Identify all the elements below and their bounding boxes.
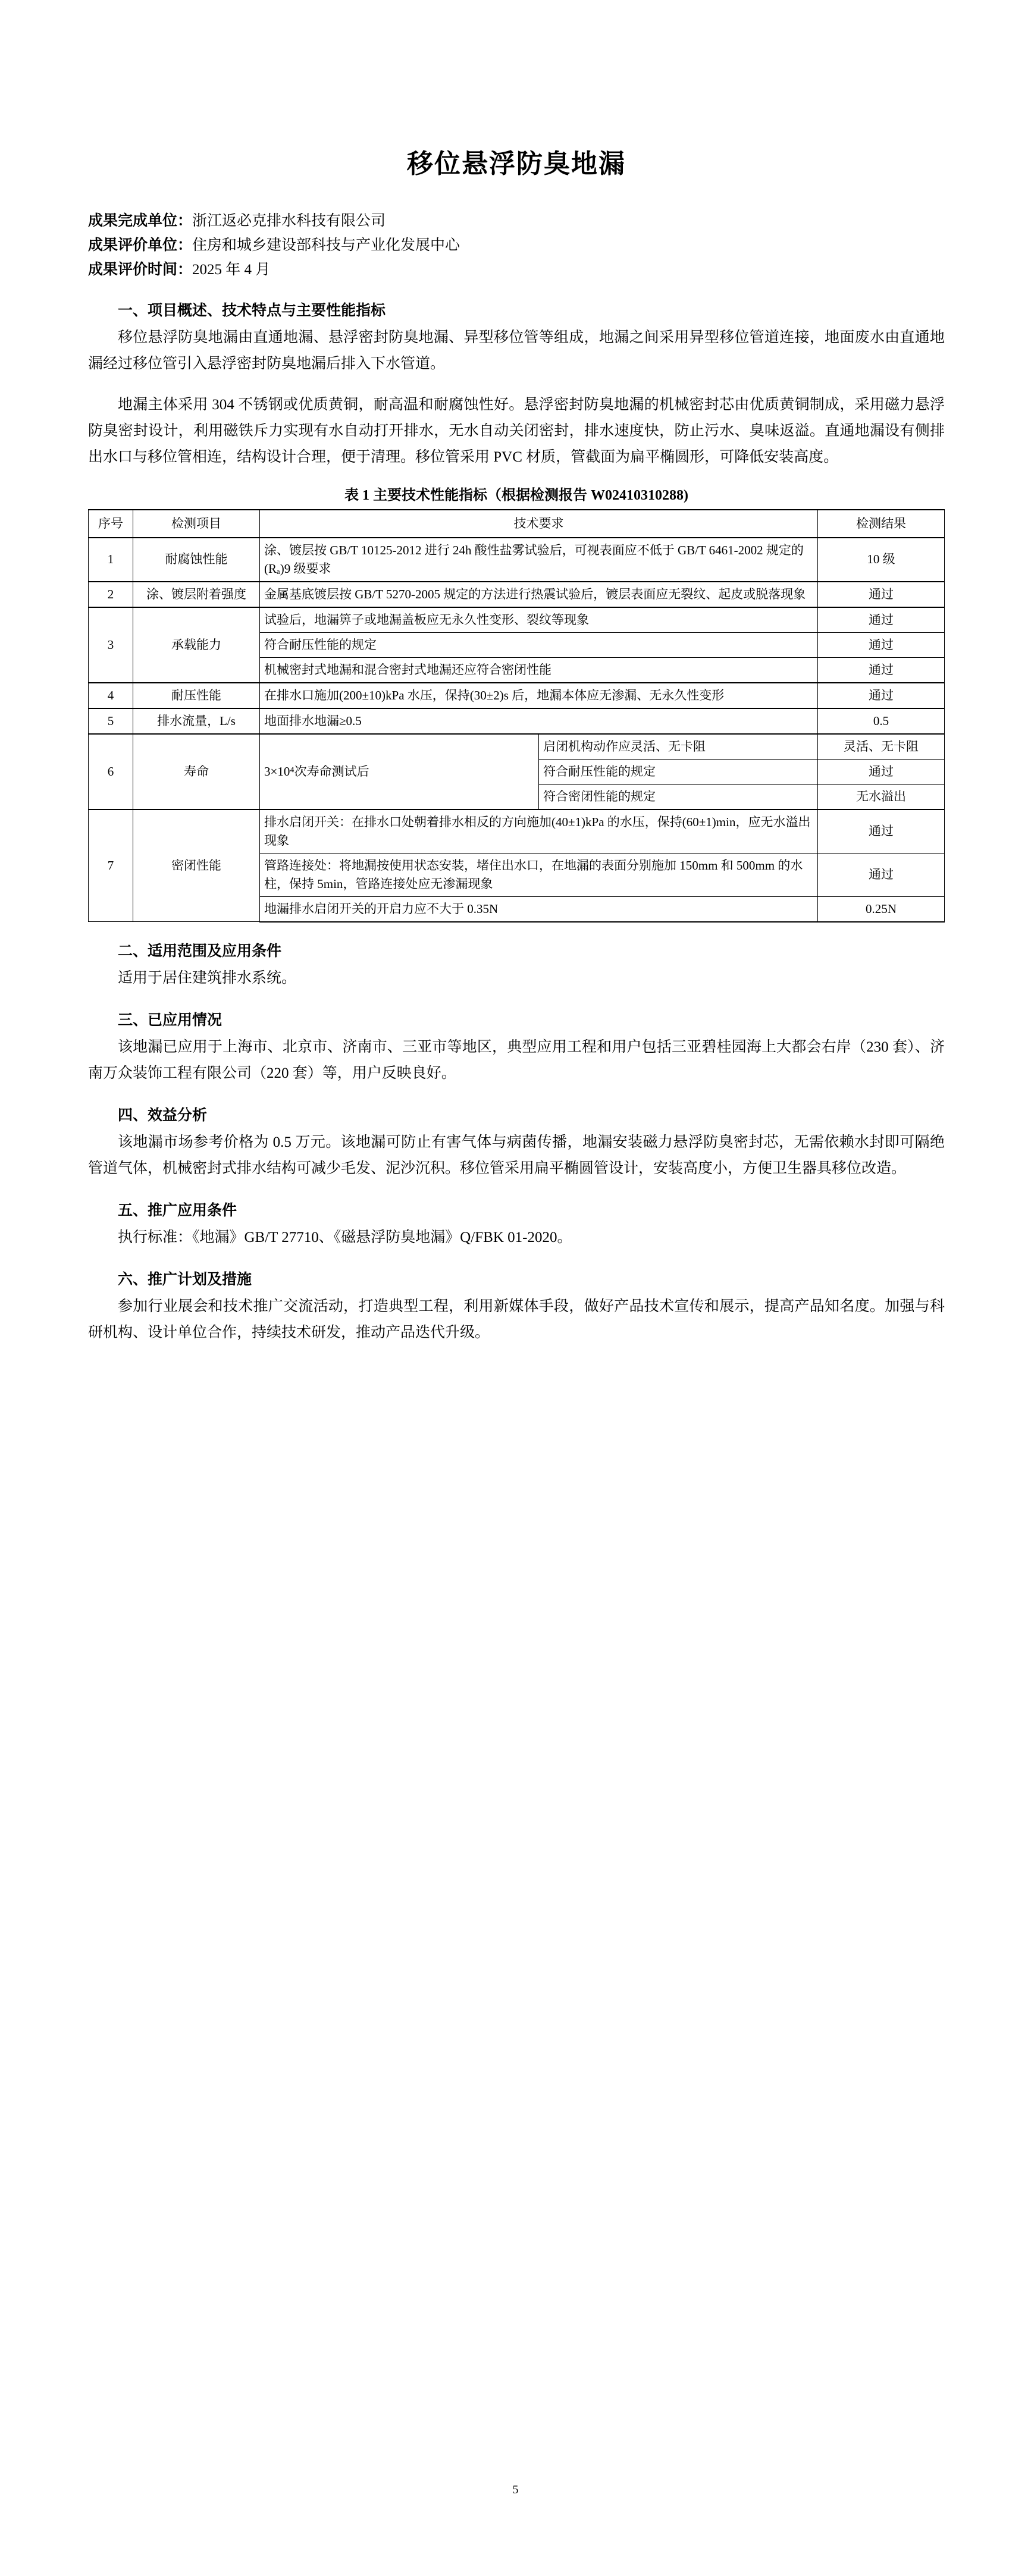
table-row [89,734,945,760]
cell-requirement: 符合密闭性能的规定 [539,784,818,809]
cell-result: 通过 [818,632,945,657]
section-6-paragraph-1: 参加行业展会和技术推广交流活动，打造典型工程，利用新媒体手段，做好产品技术宣传和展示，提高产品知名度。加强与科研机构、设计单位合作，持续技术研发，推动产品迭代升级。 [88,1298,945,1341]
page-title: 移位悬浮防臭地漏 [407,149,626,178]
cell-requirement: 涂、镀层按 GB/T 10125-2012 进行 24h 酸性盐雾试验后，可视表面应不低于 GB/T 6461-2002 规定的 (Rₐ)9 级要求 [260,538,818,582]
meta-label-evaluation-date: 成果评价时间： [88,261,193,278]
header-requirement: 技术要求 [260,510,818,538]
cell-result: 0.25N [818,896,945,922]
meta-line-completion-unit [88,209,945,233]
section-2-paragraph-1: 适用于居住建筑排水系统。 [118,969,297,986]
cell-result: 通过 [818,853,945,896]
cell-index: 3 [89,607,133,683]
cell-item: 寿命 [133,734,260,809]
cell-requirement: 管路连接处：将地漏按使用状态安装，堵住出水口，在地漏的表面分别施加 150mm 和 500mm 的水柱，保持 5min，管路连接处应无渗漏现象 [260,853,818,896]
page-number: 5 [512,2483,519,2496]
section-heading-5: 五、推广应用条件 [118,1202,237,1219]
table-row [89,809,945,854]
cell-result: 10 级 [818,538,945,582]
table-header-row [89,510,945,538]
table-caption: 表 1 主要技术性能指标（根据检测报告 W02410310288) [344,487,688,503]
cell-index: 6 [89,734,133,809]
cell-requirement: 地漏排水启闭开关的开启力应不大于 0.35N [260,896,818,922]
cell-index: 7 [89,809,133,922]
metadata-block [88,209,945,282]
header-result: 检测结果 [818,510,945,538]
cell-result: 通过 [818,759,945,784]
cell-requirement: 启闭机构动作应灵活、无卡阻 [539,734,818,760]
spec-table-body [89,538,945,922]
meta-label-evaluation-unit: 成果评价单位： [88,237,193,253]
header-item: 检测项目 [133,510,260,538]
table-row [89,538,945,582]
cell-requirement: 试验后，地漏箅子或地漏盖板应无永久性变形、裂纹等现象 [260,607,818,633]
spec-table [88,509,945,923]
section-1-paragraph-1: 移位悬浮防臭地漏由直通地漏、悬浮密封防臭地漏、异型移位管等组成，地漏之间采用异型移位管道连接，地面废水由直通地漏经过移位管引入悬浮密封防臭地漏后排入下水管道。 [88,329,945,372]
cell-index: 2 [89,582,133,607]
cell-requirement: 符合耐压性能的规定 [260,632,818,657]
cell-result: 通过 [818,657,945,683]
meta-value-evaluation-date: 2025 年 4 月 [192,261,271,278]
section-heading-3: 三、已应用情况 [118,1012,223,1028]
meta-line-evaluation-unit [88,233,945,258]
cell-item: 涂、镀层附着强度 [133,582,260,607]
section-3-paragraph-1: 该地漏已应用于上海市、北京市、济南市、三亚市等地区，典型应用工程和用户包括三亚碧桂园海上大都会右岸（230 套）、济南万众装饰工程有限公司（220 套）等，用户反映良好。 [88,1038,945,1081]
cell-result: 通过 [818,582,945,607]
meta-label-completion-unit: 成果完成单位： [88,212,193,229]
section-heading-2: 二、适用范围及应用条件 [118,943,282,959]
section-heading-6: 六、推广计划及措施 [118,1271,252,1288]
cell-item: 耐腐蚀性能 [133,538,260,582]
table-row [89,607,945,633]
cell-index: 5 [89,708,133,734]
cell-result: 灵活、无卡阻 [818,734,945,760]
table-row [89,708,945,734]
cell-result: 通过 [818,683,945,708]
meta-value-completion-unit: 浙江返必克排水科技有限公司 [192,212,386,229]
cell-requirement: 机械密封式地漏和混合密封式地漏还应符合密闭性能 [260,657,818,683]
cell-result: 0.5 [818,708,945,734]
table-row [89,683,945,708]
meta-value-evaluation-unit: 住房和城乡建设部科技与产业化发展中心 [192,237,460,253]
cell-result: 通过 [818,809,945,854]
cell-requirement: 符合耐压性能的规定 [539,759,818,784]
cell-item: 密闭性能 [133,809,260,922]
cell-index: 4 [89,683,133,708]
section-4-paragraph-1: 该地漏市场参考价格为 0.5 万元。该地漏可防止有害气体与病菌传播，地漏安装磁力悬浮防臭密封芯，无需依赖水封即可隔绝管道气体，机械密封式排水结构可减少毛发、泥沙沉积。移位管采用扁平椭圆管设计，安装高度小，方便卫生器具移位改造。 [88,1134,945,1176]
cell-result: 无水溢出 [818,784,945,809]
cell-item: 排水流量，L/s [133,708,260,734]
section-1-paragraph-2: 地漏主体采用 304 不锈钢或优质黄铜，耐高温和耐腐蚀性好。悬浮密封防臭地漏的机械密封芯由优质黄铜制成，采用磁力悬浮防臭密封设计，利用磁铁斥力实现有水自动打开排水，无水自动关闭密封，排水速度快，防止污水、臭味返溢。直通地漏设有侧排出水口与移位管相连，结构设计合理，便于清理。移位管采用 PVC 材质，管截面为扁平椭圆形，可降低安装高度。 [88,396,945,465]
cell-requirement: 地面排水地漏≥0.5 [260,708,818,734]
spec-table-head [89,510,945,538]
cell-requirement: 在排水口施加(200±10)kPa 水压，保持(30±2)s 后，地漏本体应无渗漏、无永久性变形 [260,683,818,708]
section-heading-1: 一、项目概述、技术特点与主要性能指标 [118,302,386,319]
cell-item: 承载能力 [133,607,260,683]
cell-requirement: 排水启闭开关：在排水口处朝着排水相反的方向施加(40±1)kPa 的水压，保持(60±1)min，应无水溢出现象 [260,809,818,854]
section-heading-4: 四、效益分析 [118,1107,208,1124]
cell-result: 通过 [818,607,945,633]
cell-requirement: 金属基底镀层按 GB/T 5270-2005 规定的方法进行热震试验后，镀层表面应无裂纹、起皮或脱落现象 [260,582,818,607]
meta-line-evaluation-date [88,258,945,282]
section-5-paragraph-1: 执行标准：《地漏》GB/T 27710、《磁悬浮防臭地漏》Q/FBK 01-2020。 [118,1229,572,1245]
cell-item: 耐压性能 [133,683,260,708]
cell-index: 1 [89,538,133,582]
cell-sub-label: 3×10⁴次寿命测试后 [260,734,539,809]
page-content [88,0,945,1361]
table-row [89,582,945,607]
header-index: 序号 [89,510,133,538]
